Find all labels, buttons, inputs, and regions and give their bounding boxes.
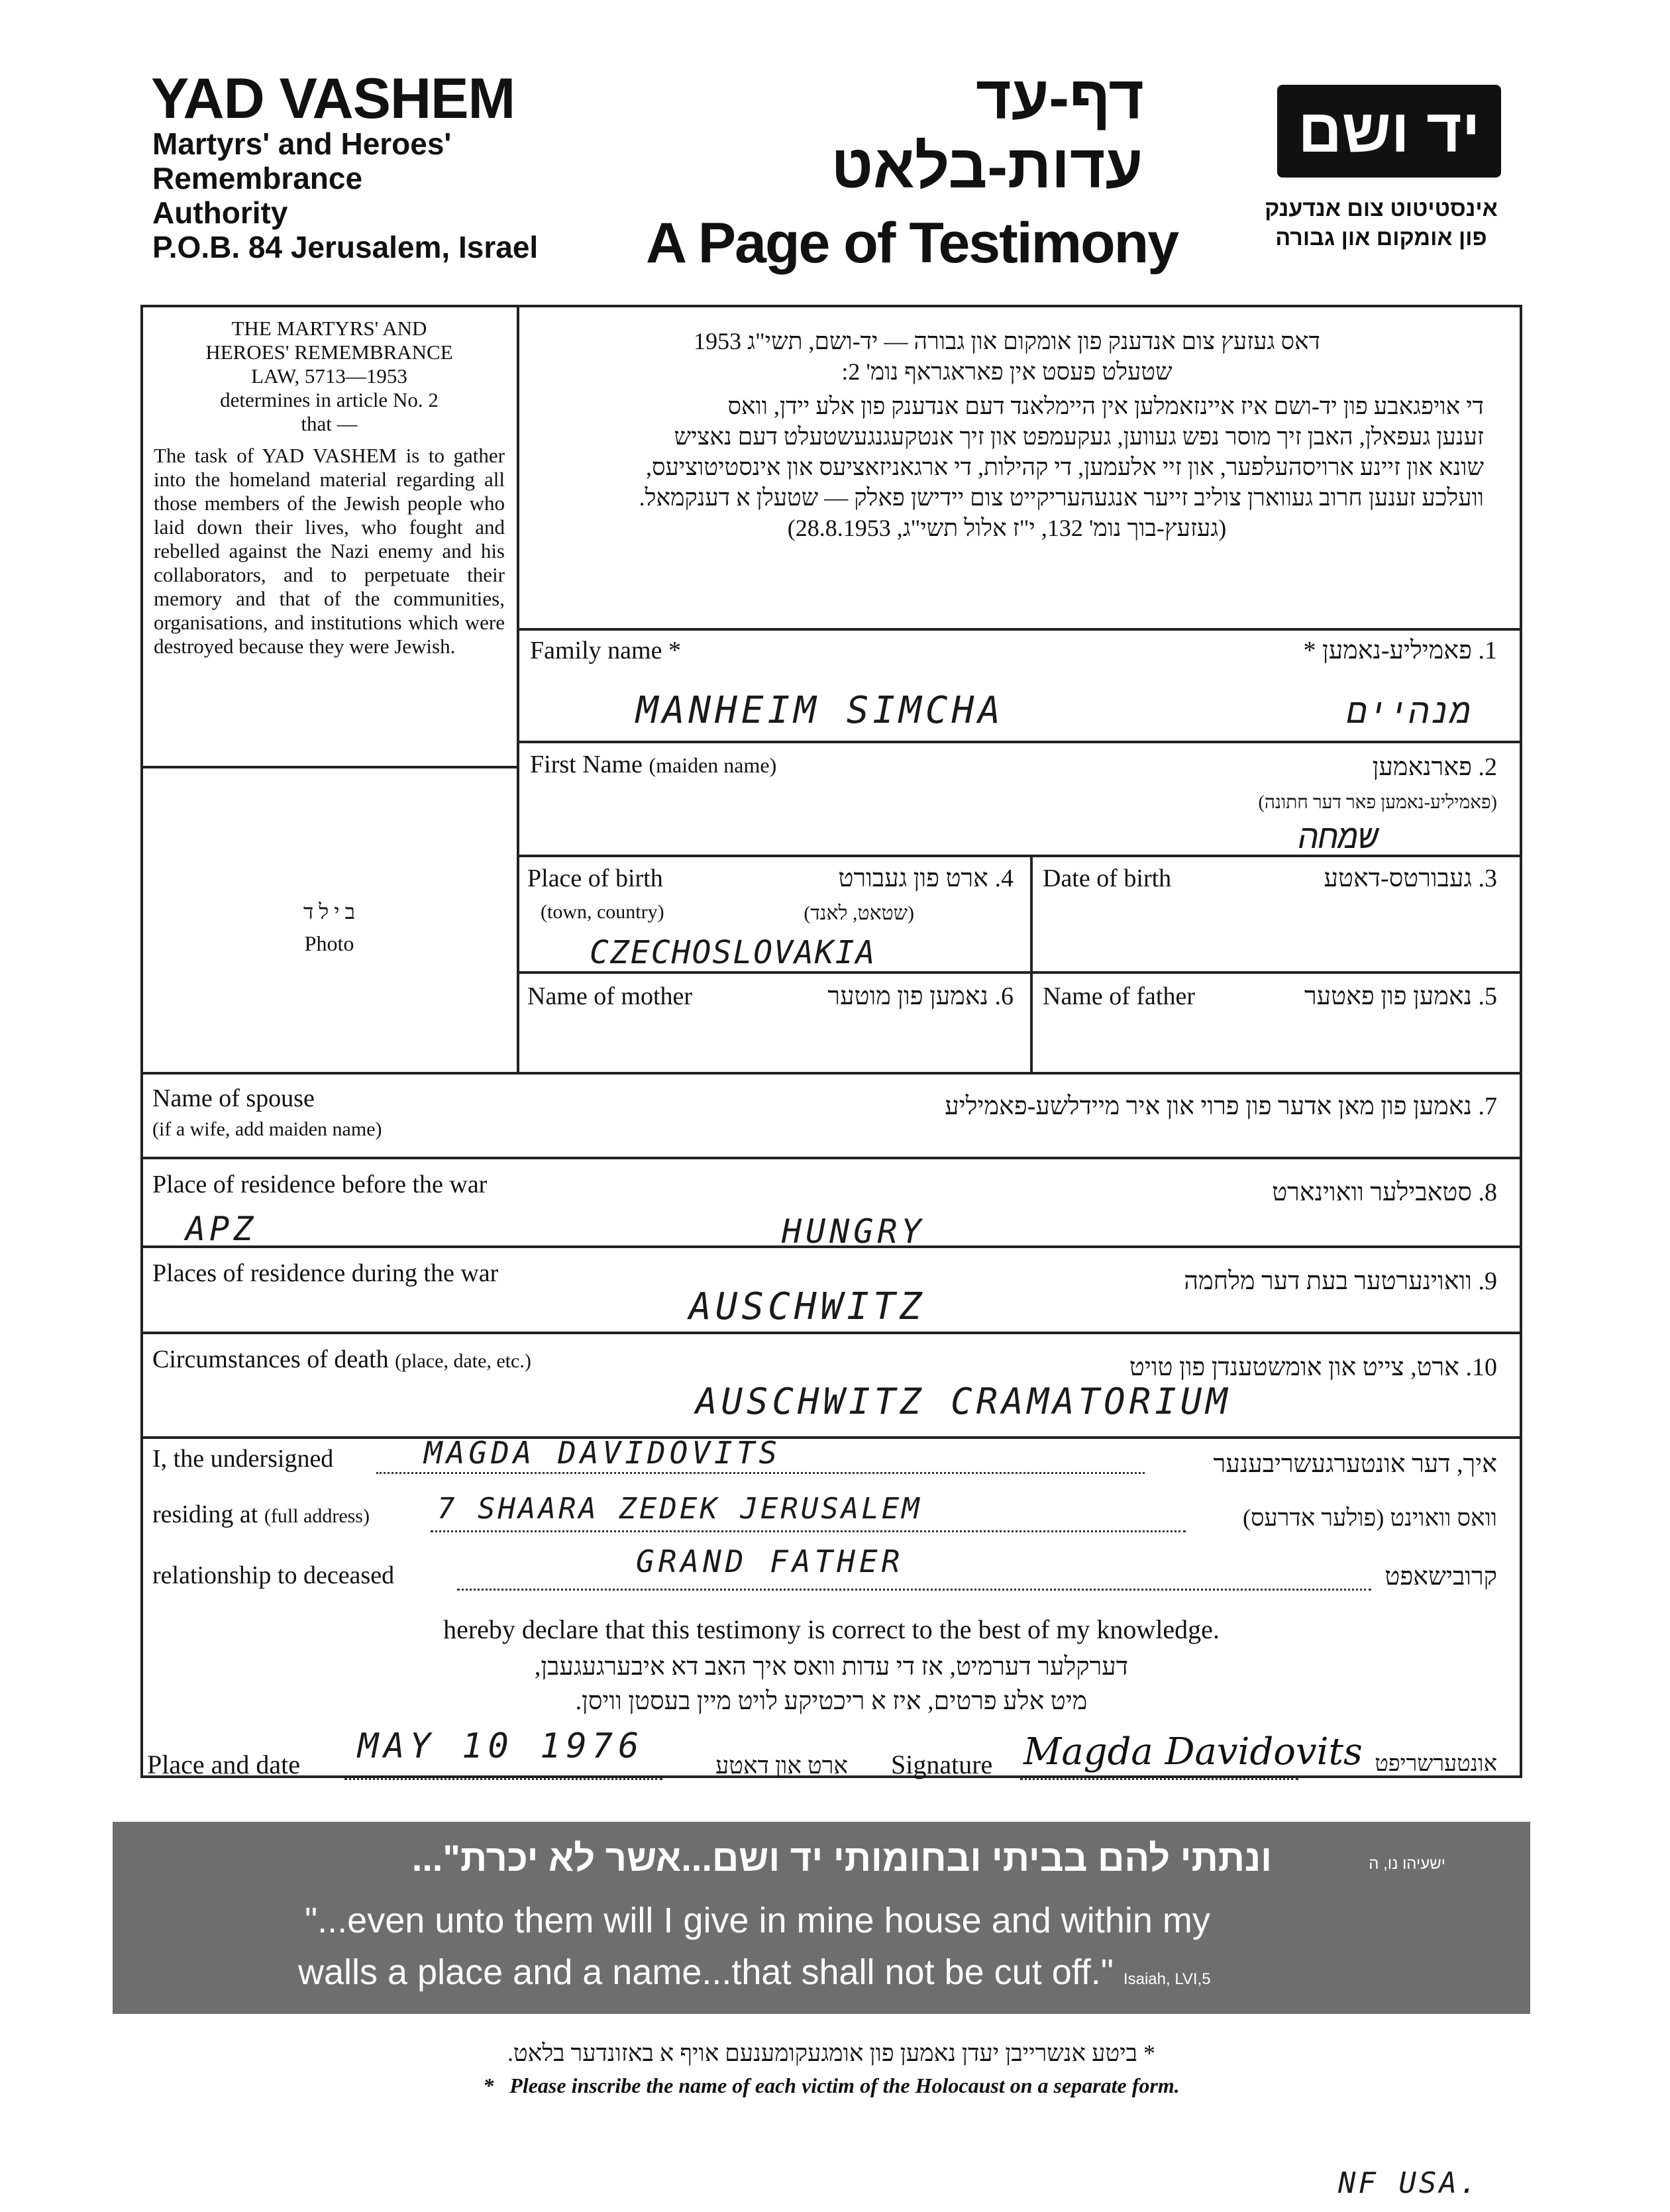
spouse-name-label-small: (if a wife, add maiden name) (152, 1118, 382, 1140)
org-line-3: Authority (152, 195, 288, 230)
place-date-label: Place and date (147, 1750, 300, 1779)
main-title: A Page of Testimony (646, 211, 1178, 275)
place-date-label-yiddish: ארט און דאטע (715, 1752, 848, 1779)
yiddish-law-line-2: שטעלט פעסט אין פאראגראף נומ' 2: (841, 358, 1173, 385)
family-name-label-yiddish: 1. פאמיליע-נאמען * (1303, 637, 1497, 664)
address-label-main: residing at (152, 1501, 258, 1528)
circumstances-of-death-label-small: (place, date, etc.) (395, 1350, 531, 1372)
undersigned-value[interactable]: MAGDA DAVIDOVITS (424, 1435, 782, 1471)
law-title-1: THE MARTYRS' AND (231, 317, 427, 340)
footer-asterisk: * (483, 2074, 510, 2097)
family-name-value-yiddish[interactable]: מנהיים (1346, 692, 1471, 731)
residence-before-war-value-1[interactable]: APZ (185, 1210, 258, 1248)
banner-hebrew-ref: ישעיהו נו, ה (1369, 1855, 1445, 1873)
first-name-label-main: First Name (530, 751, 643, 778)
first-name-label-yiddish: 2. פארנאמען (1372, 753, 1497, 781)
undersigned-label: I, the undersigned (152, 1445, 334, 1473)
place-of-birth-label: Place of birth (527, 865, 663, 892)
residence-before-war-label: Place of residence before the war (152, 1171, 488, 1198)
signature-label: Signature (891, 1750, 993, 1779)
date-of-birth-label: Date of birth (1043, 865, 1172, 892)
law-title-2: HEROES' REMEMBRANCE (205, 341, 453, 364)
first-name-label-small: (maiden name) (649, 753, 777, 777)
residence-before-war-value-2[interactable]: HUNGRY (782, 1212, 925, 1251)
yiddish-law-line-7: (געזעץ-בוך נומ' 132, י"ז אלול תשי"ג, 28.8.1953) (787, 515, 1227, 541)
org-address: P.O.B. 84 Jerusalem, Israel (152, 230, 539, 264)
banner-english-2 (298, 1952, 1211, 1993)
org-title: YAD VASHEM (151, 67, 515, 131)
quote-banner (113, 1822, 1530, 2014)
banner-english-ref: Isaiah, LVI,5 (1123, 1970, 1211, 1988)
spouse-name-label: Name of spouse (152, 1084, 315, 1112)
law-title-4: determines in article No. 2 (220, 388, 439, 411)
father-name-label: Name of father (1043, 982, 1195, 1010)
address-label-small: (full address) (264, 1505, 370, 1527)
logo-text: יד ושם (1298, 97, 1481, 165)
law-title-3: LAW, 5713—1953 (251, 364, 407, 388)
first-name-label (530, 750, 776, 779)
org-line-2: Remembrance (152, 161, 363, 195)
residence-during-war-label: Places of residence during the war (152, 1259, 499, 1287)
undersigned-label-yiddish: איך, דער אונטערגעשריבענער (1213, 1450, 1497, 1478)
father-name-label-yiddish: 5. נאמען פון פאטער (1304, 982, 1497, 1010)
yiddish-law (530, 326, 1484, 543)
photo-label: Photo (304, 931, 354, 955)
circumstances-of-death-label (152, 1345, 531, 1374)
family-name-label: Family name * (530, 637, 681, 664)
relationship-value[interactable]: GRAND FATHER (636, 1544, 904, 1579)
yiddish-title-2: עדות-בלאט (831, 133, 1143, 201)
banner-hebrew: ונתתי להם בביתי ובחומותי יד ושם...אשר לא יכרת"... (411, 1837, 1272, 1879)
first-name-label-yiddish-small: (פאמיליע-נאמען פאר דער חתונה) (1258, 792, 1497, 813)
yiddish-law-line-6: וועלכע זענען חרוב געווארן צוליב זייער אנגעהעריקייט צום יידישן פאלק — שטעלן א דענקמאל. (639, 484, 1484, 511)
circumstances-of-death-value[interactable]: AUSCHWITZ CRAMATORIUM (696, 1381, 1231, 1422)
declaration-english: hereby declare that this testimony is correct to the best of my knowledge. (443, 1614, 1220, 1644)
residence-during-war-label-yiddish: 9. וואוינערטער בעת דער מלחמה (1184, 1267, 1497, 1295)
family-name-value[interactable]: MANHEIM SIMCHA (636, 689, 1005, 732)
yad-vashem-logo (1277, 85, 1501, 178)
mother-name-label: Name of mother (527, 982, 693, 1010)
declaration-yiddish-2: מיט אלע פרטים, איז א ריכטיקע לויט מיין בעסטן וויסן. (575, 1687, 1088, 1715)
place-of-birth-label-yiddish: 4. ארט פון געבורט (838, 865, 1014, 892)
yiddish-law-line-5: שונא און זיינע ארויסהעלפער, און זיי אלעמען, די קהילות, די ארגאניזאציעס און אינסטיטוציעס, (645, 454, 1484, 480)
org-line-1: Martyrs' and Heroes' (152, 127, 452, 161)
date-of-birth-label-yiddish: 3. געבורטס-דאטע (1324, 865, 1497, 892)
signature-label-yiddish: אונטערשריפט (1375, 1752, 1497, 1776)
logo-caption-2: פון אומקום און גבורה (1275, 225, 1487, 250)
residence-before-war-label-yiddish: 8. סטאבילער וואוינארט (1272, 1179, 1497, 1206)
first-name-value[interactable]: שמחה (1298, 817, 1378, 856)
yiddish-law-line-4: זענען געפאלן, האבן זיך מוסר נפש געווען, געקעמפט און זיך אנטקעגנגעשטעלט דעם נאציש (674, 423, 1484, 450)
law-body: The task of YAD VASHEM is to gather into the homeland material regarding all those members of the Jewish people who laid down their lives, who fought and rebelled against the Nazi enemy and his collaborators, and to perpetuate their memory and that of the communities, organisations, and institutions which were destroyed because they were Jewish. (154, 444, 505, 658)
circumstances-of-death-label-main: Circumstances of death (152, 1345, 389, 1373)
law-box-bottom (140, 766, 518, 768)
relationship-label: relationship to deceased (152, 1561, 395, 1589)
place-of-birth-label-small: (town, country) (541, 901, 664, 923)
mother-name-label-yiddish: 6. נאמען פון מוטער (827, 982, 1014, 1010)
circumstances-of-death-label-yiddish: 10. ארט, צייט און אומשטענדן פון טויט (1129, 1353, 1497, 1381)
footer-note: NF USA. (1338, 2166, 1480, 2200)
declaration-yiddish-1: דערקלער דערמיט, אז די עדות וואס איך האב דא איבערגעגעבן, (534, 1653, 1129, 1681)
law-title-5: that — (301, 412, 358, 435)
yiddish-title-1: דף-עד (976, 64, 1144, 132)
yiddish-law-line-3: די אויפגאבע פון יד-ושם איז איינזאמלען אין היימלאנד דעם אנדענק פון אלע יידן, וואס (727, 393, 1484, 419)
address-label (152, 1500, 370, 1529)
relationship-label-yiddish: קרובישאפט (1384, 1563, 1497, 1591)
spouse-name-label-yiddish: 7. נאמען פון מאן אדער פון פרוי און איר מיידלשע-פאמיליע (945, 1092, 1497, 1120)
address-value[interactable]: 7 SHAARA ZEDEK JERUSALEM (437, 1492, 922, 1526)
signature-value[interactable]: Magda Davidovits (1023, 1730, 1363, 1773)
yiddish-law-line-1: דאס געזעץ צום אנדענק פון אומקום און גבורה — יד-ושם, תשי"ג 1953 (694, 328, 1320, 354)
footer-english-text: Please inscribe the name of each victim of the Holocaust on a separate form. (509, 2074, 1180, 2097)
footer-yiddish: * ביטע אנשרייבן יעדן נאמען פון אומגעקומענעם אויף א באזונדער בלאט. (507, 2040, 1155, 2066)
place-of-birth-label-yiddish-small: (שטאט, לאנד) (804, 902, 914, 924)
banner-english-2-text: walls a place and a name...that shall not be cut off." (298, 1952, 1114, 1992)
photo-yiddish: ב י ל ד (303, 900, 356, 923)
place-of-birth-value[interactable]: CZECHOSLOVAKIA (590, 934, 876, 971)
footer-english (140, 2074, 1522, 2098)
banner-english-1: "...even unto them will I give in mine house and within my (305, 1901, 1210, 1940)
place-date-value[interactable]: MAY 10 1976 (358, 1726, 645, 1766)
left-column-divider (517, 305, 519, 1073)
logo-caption-1: אינסטיטוט צום אנדענק (1265, 196, 1498, 221)
address-label-yiddish: וואס וואוינט (פולער אדרעס) (1242, 1504, 1497, 1531)
law-box (154, 317, 505, 658)
residence-during-war-value[interactable]: AUSCHWITZ (689, 1285, 926, 1328)
